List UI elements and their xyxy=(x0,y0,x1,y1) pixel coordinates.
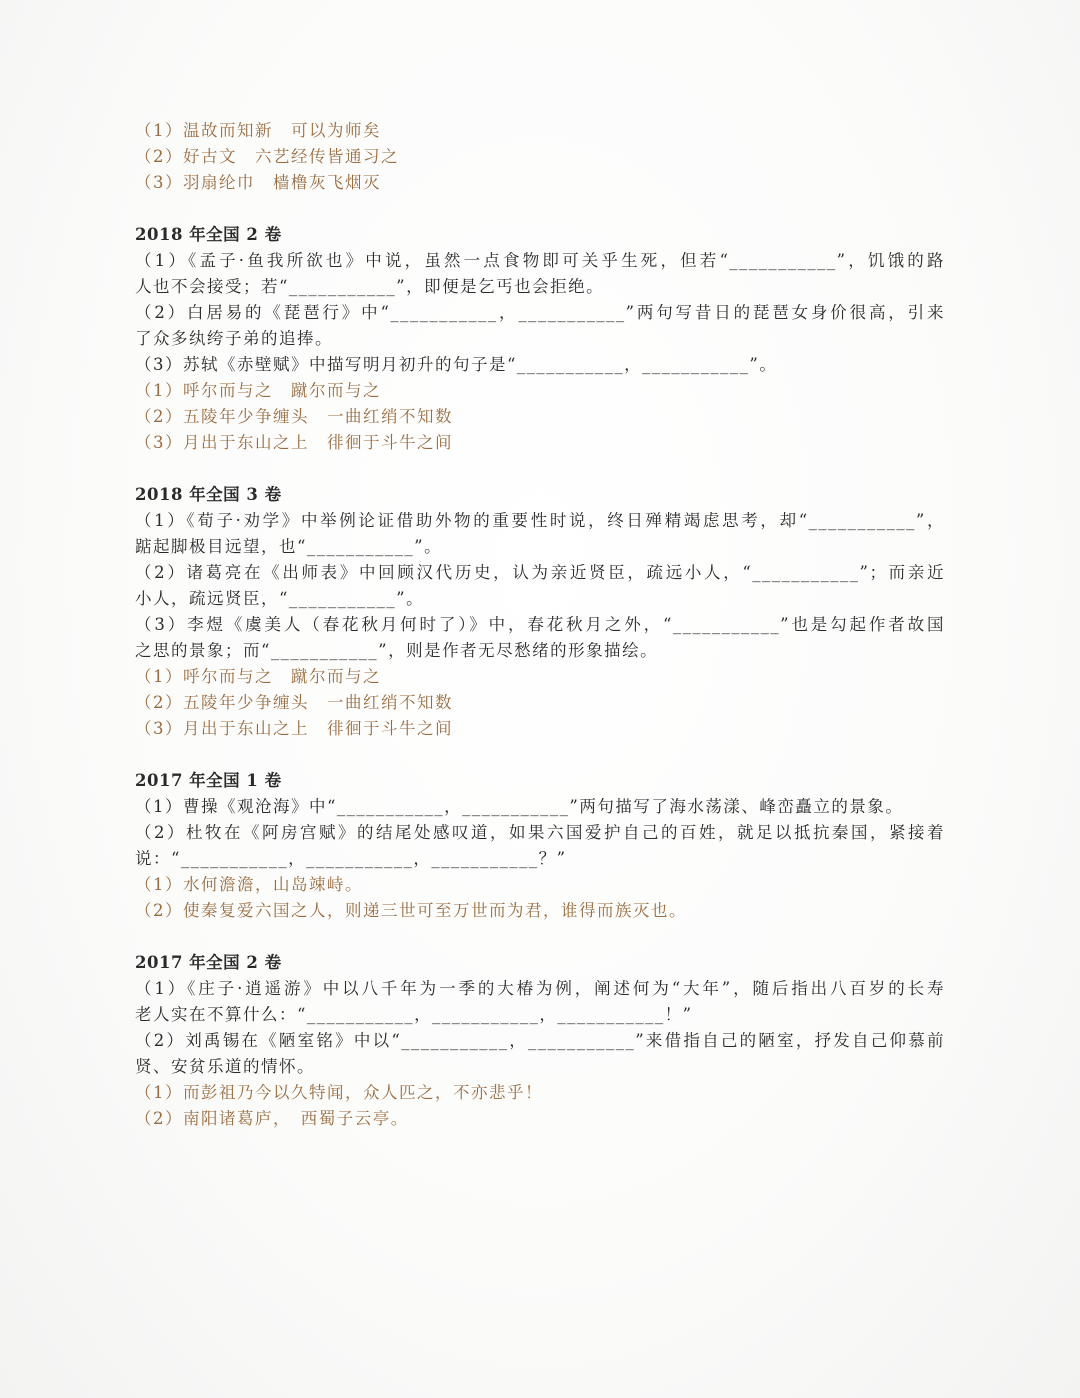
document-content xyxy=(135,118,945,1132)
section-heading: 2018 年全国 2 卷 xyxy=(135,225,282,244)
question-line: 踮起脚极目远望，也“___________”。 xyxy=(135,537,443,556)
section-heading: 2017 年全国 2 卷 xyxy=(135,953,282,972)
section-heading: 2018 年全国 3 卷 xyxy=(135,485,282,504)
question-line: （3）李煜《虞美人（春花秋月何时了）》中，春花秋月之外，“___________”也是勾起作者故国 xyxy=(135,615,945,634)
question-line: （1）《荀子·劝学》中举例论证借助外物的重要性时说，终日殚精竭虑思考，却“___________”， xyxy=(135,511,945,530)
section-2017-1 xyxy=(135,768,945,924)
question-line: 说：“___________，___________，___________？” xyxy=(135,849,567,868)
question-line: （1）《孟子·鱼我所欲也》中说，虽然一点食物即可关乎生死，但若“___________”，饥饿的路 xyxy=(135,251,945,270)
question-line: 了众多纨绔子弟的追捧。 xyxy=(135,329,333,348)
answer-line: （2）五陵年少争缠头 一曲红绡不知数 xyxy=(135,407,453,426)
section-2017-2 xyxy=(135,950,945,1132)
question-line: 老人实在不算什么：“___________，___________，___________！” xyxy=(135,1005,693,1024)
answer-line: （2）使秦复爱六国之人，则递三世可至万世而为君，谁得而族灭也。 xyxy=(135,901,687,920)
answer-line: （2）南阳诸葛庐， 西蜀子云亭。 xyxy=(135,1109,409,1128)
question-line: （2）杜牧在《阿房宫赋》的结尾处感叹道，如果六国爱护自己的百姓，就足以抵抗秦国，紧接着 xyxy=(135,823,945,842)
question-line: （1）《庄子·逍遥游》中以八千年为一季的大椿为例，阐述何为“大年”，随后指出八百岁的长寿 xyxy=(135,979,945,998)
question-line: （2）白居易的《琵琶行》中“___________，___________”两句写昔日的琵琶女身价很高，引来 xyxy=(135,303,945,322)
question-line: （2）刘禹锡在《陋室铭》中以“___________，___________”来借指自己的陋室，抒发自己仰慕前 xyxy=(135,1031,945,1050)
section-2018-3 xyxy=(135,482,945,742)
question-line: 小人，疏远贤臣，“___________”。 xyxy=(135,589,425,608)
section-heading: 2017 年全国 1 卷 xyxy=(135,771,282,790)
answer-line: （2）五陵年少争缠头 一曲红绡不知数 xyxy=(135,693,453,712)
question-line: 人也不会接受；若“___________”，即便是乞丐也会拒绝。 xyxy=(135,277,605,296)
answer-line: （2）好古文 六艺经传皆通习之 xyxy=(135,147,399,166)
answer-line: （3）月出于东山之上 徘徊于斗牛之间 xyxy=(135,719,453,738)
question-line: （3）苏轼《赤壁赋》中描写明月初升的句子是“___________，___________”。 xyxy=(135,355,778,374)
answer-line: （3）月出于东山之上 徘徊于斗牛之间 xyxy=(135,433,453,452)
answer-line: （1）温故而知新 可以为师矣 xyxy=(135,121,381,140)
answer-line: （1）呼尔而与之 蹴尔而与之 xyxy=(135,381,381,400)
question-line: 之思的景象；而“___________”，则是作者无尽愁绪的形象描绘。 xyxy=(135,641,659,660)
question-line: （2）诸葛亮在《出师表》中回顾汉代历史，认为亲近贤臣，疏远小人，“___________”；而亲近 xyxy=(135,563,945,582)
answer-line: （1）水何澹澹，山岛竦峙。 xyxy=(135,875,363,894)
answer-line: （3）羽扇纶巾 樯橹灰飞烟灭 xyxy=(135,173,381,192)
answer-line: （1）而彭祖乃今以久特闻，众人匹之，不亦悲乎！ xyxy=(135,1083,543,1102)
question-line: 贤、安贫乐道的情怀。 xyxy=(135,1057,315,1076)
question-line: （1）曹操《观沧海》中“___________，___________”两句描写了海水荡漾、峰峦矗立的景象。 xyxy=(135,797,904,816)
section-2018-2 xyxy=(135,222,945,456)
answer-line: （1）呼尔而与之 蹴尔而与之 xyxy=(135,667,381,686)
